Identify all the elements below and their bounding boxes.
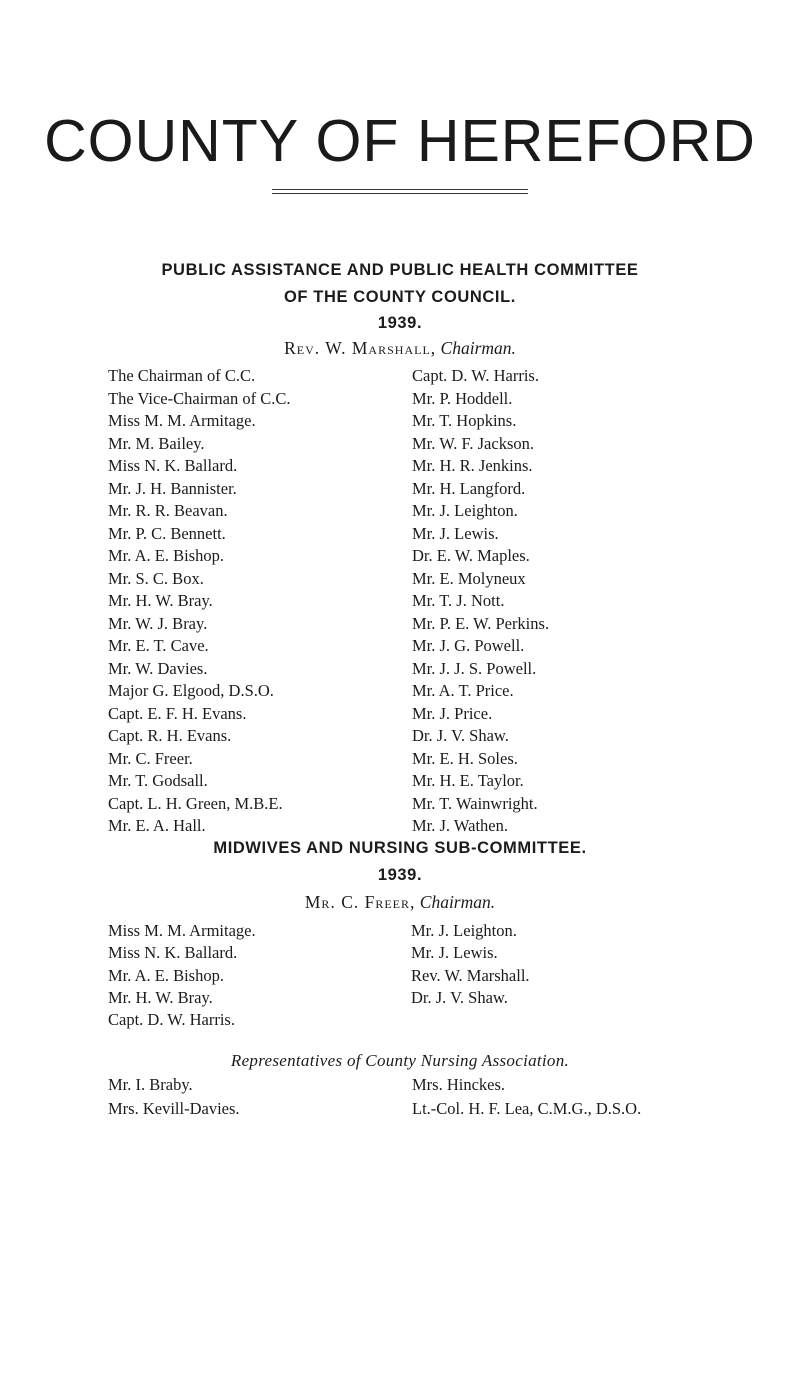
member-name: Mr. J. Leighton. xyxy=(412,501,518,520)
member-name: Mr. R. R. Beavan. xyxy=(108,501,228,520)
member-name: Major G. Elgood, D.S.O. xyxy=(108,681,274,700)
subcommittee-members-left xyxy=(108,920,256,1031)
member-name: The Vice-Chairman of C.C. xyxy=(108,388,291,408)
member-name: Dr. E. W. Maples. xyxy=(412,546,530,565)
member-name: Mr. A. T. Price. xyxy=(412,681,514,700)
member-name: Mr. T. J. Nott. xyxy=(412,591,505,610)
member-name: Mr. J. Lewis. xyxy=(412,523,499,543)
page-title: COUNTY OF HEREFORD xyxy=(44,108,756,174)
title-rule-upper xyxy=(272,189,528,190)
member-name: Mr. W. J. Bray. xyxy=(108,613,208,633)
subcommittee-chairman-role: Chairman. xyxy=(419,892,496,912)
member-name: Capt. D. W. Harris. xyxy=(412,366,539,385)
member-name: Mr. A. E. Bishop. xyxy=(108,965,224,985)
member-name: Dr. J. V. Shaw. xyxy=(411,987,508,1007)
subcommittee-members-right xyxy=(411,920,530,1009)
subcommittee-heading: MIDWIVES AND NURSING SUB-COMMITTEE. xyxy=(213,839,587,857)
representatives-heading: Representatives of County Nursing Association. xyxy=(230,1051,570,1070)
member-name: Mr. J. Price. xyxy=(412,703,493,723)
member-name: Mr. J. Lewis. xyxy=(411,943,498,963)
subcommittee-chairman-name: Mr. C. Freer, xyxy=(304,892,416,912)
member-name: Mr. T. Hopkins. xyxy=(412,411,517,430)
member-name: Mr. J. Wathen. xyxy=(412,816,508,835)
member-name: Mr. P. C. Bennett. xyxy=(108,523,226,543)
member-name: Mr. E. Molyneux xyxy=(412,568,526,588)
subcommittee-year: 1939. xyxy=(377,866,423,884)
member-name: Mr. W. Davies. xyxy=(108,658,208,678)
subcommittee-chairman xyxy=(0,894,800,912)
representative-right-1: Mrs. Hinckes. xyxy=(412,1075,506,1094)
representative-left-2: Mrs. Kevill-Davies. xyxy=(108,1099,240,1118)
committee-year: 1939. xyxy=(377,314,423,332)
member-name: Mr. A. E. Bishop. xyxy=(108,546,224,565)
member-name: Mr. J. J. S. Powell. xyxy=(412,658,537,678)
member-name: Mr. P. E. W. Perkins. xyxy=(412,613,550,633)
member-name: Mr. E. T. Cave. xyxy=(108,636,209,655)
committee-chairman-name: Rev. W. Marshall, xyxy=(284,338,437,358)
committee-members-left xyxy=(108,365,290,838)
member-name: Miss M. M. Armitage. xyxy=(108,411,256,430)
committee-members-right xyxy=(412,365,549,838)
member-name: Mr. J. Leighton. xyxy=(411,921,517,940)
member-name: Mr. H. E. Taylor. xyxy=(412,771,524,790)
title-rule-lower xyxy=(272,193,528,194)
member-name: Mr. W. F. Jackson. xyxy=(412,433,534,453)
member-name: Mr. H. W. Bray. xyxy=(108,591,213,610)
representative-left-1: Mr. I. Braby. xyxy=(108,1075,193,1094)
member-name: Mr. C. Freer. xyxy=(108,748,193,768)
representative-right-2: Lt.-Col. H. F. Lea, C.M.G., D.S.O. xyxy=(412,1099,642,1118)
member-name: Mr. M. Bailey. xyxy=(108,433,205,453)
member-name: Mr. E. H. Soles. xyxy=(412,748,518,768)
committee-chairman xyxy=(0,340,800,358)
member-name: Miss M. M. Armitage. xyxy=(108,921,256,940)
member-name: The Chairman of C.C. xyxy=(108,366,256,385)
committee-chairman-role: Chairman. xyxy=(440,338,516,358)
member-name: Mr. E. A. Hall. xyxy=(108,816,206,835)
member-name: Mr. J. G. Powell. xyxy=(412,636,525,655)
member-name: Capt. E. F. H. Evans. xyxy=(108,703,247,723)
member-name: Miss N. K. Ballard. xyxy=(108,456,238,475)
member-name: Mr. H. Langford. xyxy=(412,478,526,498)
member-name: Miss N. K. Ballard. xyxy=(108,943,238,963)
committee-heading-line1: PUBLIC ASSISTANCE AND PUBLIC HEALTH COMMITTEE xyxy=(161,261,639,279)
member-name: Mr. H. R. Jenkins. xyxy=(412,456,533,475)
member-name: Mr. H. W. Bray. xyxy=(108,987,213,1007)
member-name: Mr. S. C. Box. xyxy=(108,568,204,588)
member-name: Rev. W. Marshall. xyxy=(411,965,530,985)
member-name: Mr. J. H. Bannister. xyxy=(108,478,237,498)
member-name: Mr. T. Wainwright. xyxy=(412,793,538,813)
member-name: Mr. T. Godsall. xyxy=(108,771,208,790)
member-name: Dr. J. V. Shaw. xyxy=(412,726,509,745)
member-name: Mr. P. Hoddell. xyxy=(412,388,513,408)
member-name: Capt. D. W. Harris. xyxy=(108,1010,235,1030)
member-name: Capt. R. H. Evans. xyxy=(108,726,232,745)
committee-heading-line2: OF THE COUNTY COUNCIL. xyxy=(284,288,516,306)
member-name: Capt. L. H. Green, M.B.E. xyxy=(108,793,283,813)
